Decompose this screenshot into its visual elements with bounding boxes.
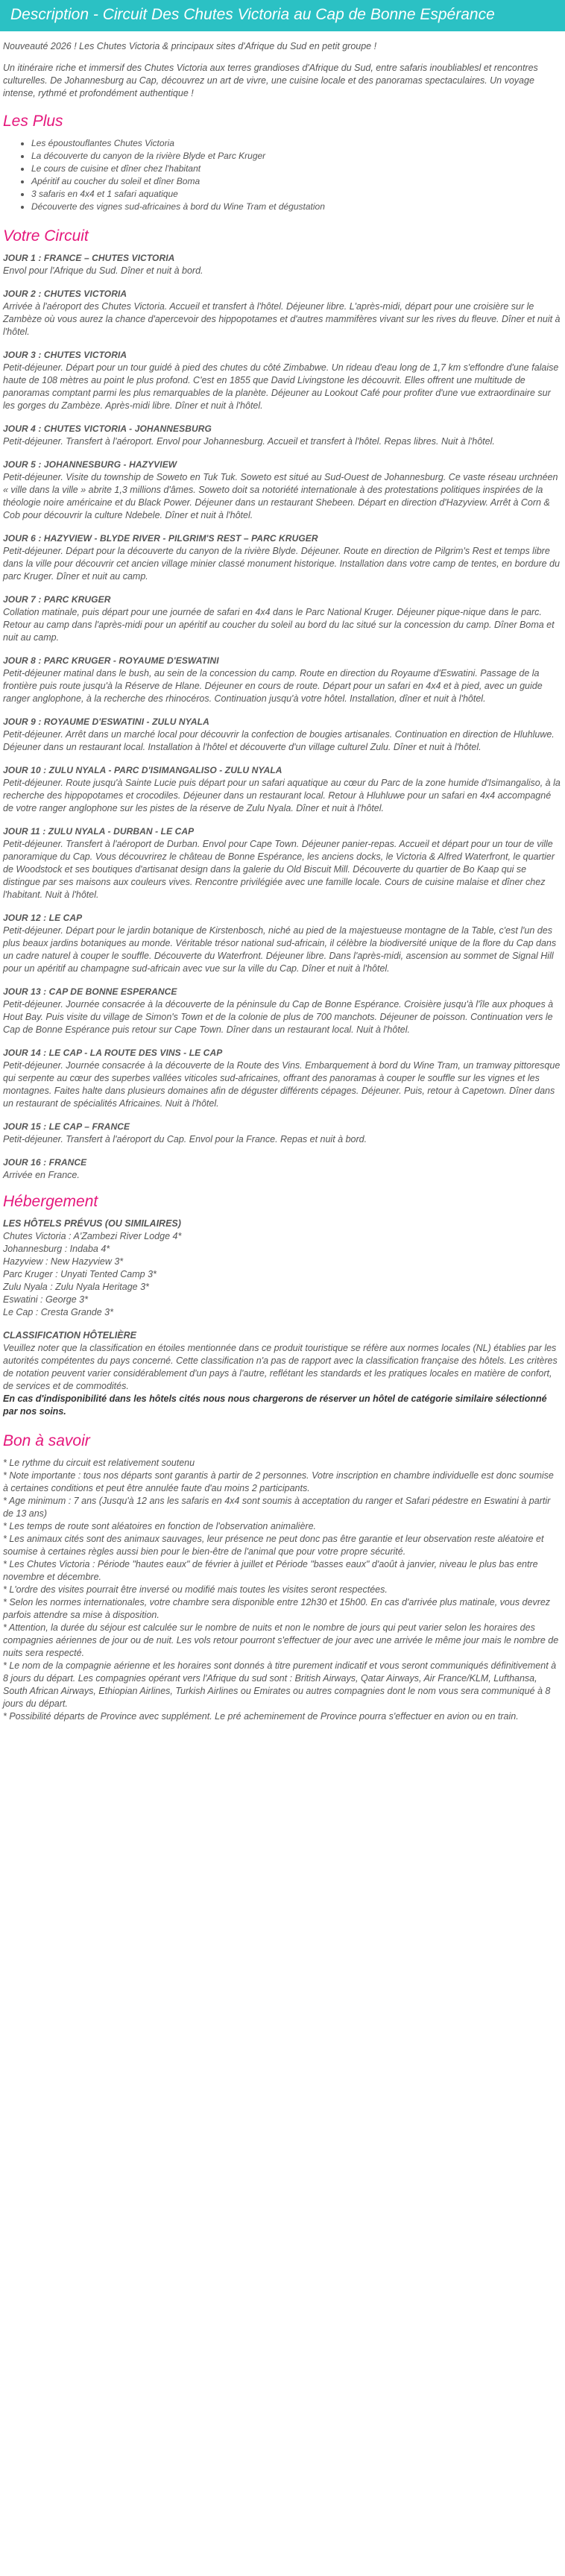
itinerary-day <box>3 1047 561 1110</box>
itinerary-day <box>3 593 561 644</box>
itinerary-day <box>3 655 561 705</box>
note-item: * Selon les normes internationales, votre chambre sera disponible entre 12h30 et 15h00. En cas d'arrivée plus matinale, vous devrez parfois attendre sa mise à disposition. <box>3 1597 551 1620</box>
hotel-list <box>3 1230 561 1319</box>
note-item: * L'ordre des visites pourrait être inversé ou modifié mais toutes les visites seront respectées. <box>3 1584 388 1595</box>
notes-list <box>3 1457 561 1723</box>
day-description: Arrivée en France. <box>3 1170 80 1180</box>
note-item: * Possibilité départs de Province avec supplément. Le pré acheminement de Province pourra s'effectuer en avion ou en train. <box>3 1711 519 1722</box>
page-title: Description - Circuit Des Chutes Victoria au Cap de Bonne Espérance <box>0 0 565 31</box>
classification-note: En cas d'indisponibilité dans les hôtels cités nous nous chargerons de réserver un hôtel de catégorie similaire sélectionné par nos soins. <box>3 1394 547 1417</box>
note-item: * Les Chutes Victoria : Période "hautes eaux" de février à juillet et Période "basses eaux" d'août à janvier, niveau le plus bas entre novembre et décembre. <box>3 1559 538 1582</box>
note-item: * Les animaux cités sont des animaux sauvages, leur présence ne peut donc pas être garantie et leur observation reste aléatoire et soumise à certaines règles aussi bien pour le bien-être de l'animal que pour votre propre sécurité. <box>3 1534 544 1557</box>
plus-item: • Apéritif au coucher du soleil et dîner Boma <box>31 175 561 188</box>
plus-item: • 3 safaris en 4x4 et 1 safari aquatique <box>31 188 561 201</box>
note-item: * Le rythme du circuit est relativement soutenu <box>3 1458 195 1468</box>
day-description: Petit-déjeuner. Visite du township de Soweto en Tuk Tuk. Soweto est situé au Sud-Ouest de Johannesburg. Ce vaste réseau urchnéen « ville dans la ville » abrite 1,3 millions d'âmes. Soweto doit sa notoriété internationale à des protestations politiques inspirées de la théologie noire américaine et du Black Power. Déjeuner dans un restaurant Shebeen. Départ en direction d'Hazyview. Arrêt à Corn & Cob pour découvrir la culture Ndebele. Dîner et nuit à l'hôtel. <box>3 472 558 520</box>
day-title: JOUR 1 : FRANCE – CHUTES VICTORIA <box>3 253 175 263</box>
day-title: JOUR 6 : HAZYVIEW - BLYDE RIVER - PILGRIM'S REST – PARC KRUGER <box>3 533 318 544</box>
day-description: Envol pour l'Afrique du Sud. Dîner et nuit à bord. <box>3 265 203 276</box>
note-item: * Age minimum : 7 ans (Jusqu'à 12 ans les safaris en 4x4 sont soumis à acceptation du ranger et Safari pédestre en Eswatini à partir de 13 ans) <box>3 1496 551 1519</box>
day-title: JOUR 10 : ZULU NYALA - PARC D'ISIMANGALISO - ZULU NYALA <box>3 765 282 775</box>
day-title: JOUR 13 : CAP DE BONNE ESPERANCE <box>3 986 177 997</box>
note-item: * Les temps de route sont aléatoires en fonction de l'observation animalière. <box>3 1521 316 1531</box>
day-title: JOUR 8 : PARC KRUGER - ROYAUME D'ESWATINI <box>3 655 219 666</box>
itinerary-day <box>3 716 561 754</box>
day-description: Arrivée à l'aéroport des Chutes Victoria. Accueil et transfert à l'hôtel. Déjeuner libre. L'après-midi, départ pour une croisière sur le Zambèze où vous aurez la chance d'apercevoir des hippopotames et d'autres mammifères vivant sur les rives du fleuve. Dîner et nuit à l'hôtel. <box>3 301 561 337</box>
day-title: JOUR 11 : ZULU NYALA - DURBAN - LE CAP <box>3 826 195 837</box>
hotel-item: Parc Kruger : Unyati Tented Camp 3* <box>3 1269 157 1279</box>
day-description: Petit-déjeuner. Départ pour le jardin botanique de Kirstenbosch, niché au pied de la majestueuse montagne de la Table, c'est l'un des plus beaux jardins botaniques au monde. Véritable trésor national sud-africain, il célèbre la biodiversité unique de la flore du Cap dans un cadre naturel à couper le souffle. Découverte du Waterfront. Déjeuner libre. Dans l'après-midi, ascension au sommet de Signal Hill pour un apéritif au champagne sud-africain avec vue sur la ville du Cap. Dîner et nuit à l'hôtel. <box>3 925 557 974</box>
itinerary-day <box>3 1156 561 1182</box>
day-description: Petit-déjeuner. Transfert à l'aéroport. Envol pour Johannesburg. Accueil et transfert à l'hôtel. Repas libres. Nuit à l'hôtel. <box>3 436 495 447</box>
day-description: Petit-déjeuner. Journée consacrée à la découverte de la Route des Vins. Embarquement à bord du Wine Tram, un tramway pittoresque qui serpente au cœur des superbes vallées viticoles sud-africaines, offrant des panoramas à couper le souffle sur les vignes et les montagnes. Faites halte dans plusieurs domaines afin de déguster différents cépages. Déjeuner. Puis, retour à Capetown. Dîner dans un restaurant de spécialités Africaines. Nuit à l'hôtel. <box>3 1060 561 1109</box>
plus-list <box>3 137 561 213</box>
plus-item: • Découverte des vignes sud-africaines à bord du Wine Tram et dégustation <box>31 201 561 213</box>
plus-item: • Le cours de cuisine et dîner chez l'habitant <box>31 163 561 175</box>
day-description: Petit-déjeuner matinal dans le bush, au sein de la concession du camp. Route en direction du Royaume d'Eswatini. Passage de la frontière puis route jusqu'à la Réserve de Hlane. Déjeuner en cours de route. Départ pour un safari en 4x4 et à pied, avec un guide ranger anglophone, à la recherche des rhinocéros. Continuation jusqu'à votre hôtel. Installation, dîner et nuit à l'hôtel. <box>3 668 543 704</box>
day-description: Petit-déjeuner. Journée consacrée à la découverte de la péninsule du Cap de Bonne Espérance. Croisière jusqu'à l'île aux phoques à Hout Bay. Puis visite du village de Simon's Town et de la colonie de plus de 700 manchots. Déjeuner de poisson. Continuation vers le Cap de Bonne Espérance puis retour sur Cape Town. Dîner dans un restaurant local. Nuit à l'hôtel. <box>3 999 554 1035</box>
itinerary-day <box>3 825 561 901</box>
hotel-item: Zulu Nyala : Zulu Nyala Heritage 3* <box>3 1282 149 1292</box>
classification-text: Veuillez noter que la classification en étoiles mentionnée dans ce produit touristique se réfère aux normes locales (NL) établies par les autorités compétentes du pays concerné. Cette classification n'a pas de rapport avec la classification française des hôtels. Les critères de notation peuvent varier considérablement d'un pays à l'autre, reflétant les standards et les pratiques locales en matière de confort, de services et de commodités. <box>3 1343 558 1391</box>
main-content <box>0 40 565 1733</box>
hotel-heading: Hébergement <box>3 1193 98 1210</box>
day-description: Petit-déjeuner. Départ pour la découverte du canyon de la rivière Blyde. Déjeuner. Route en direction de Pilgrim's Rest et temps libre dans la ville pour découvrir cet ancien village minier classé monument historique. Installation dans votre camp de tentes, en bordure du parc Kruger. Dîner et nuit au camp. <box>3 546 560 582</box>
day-title: JOUR 5 : JOHANNESBURG - HAZYVIEW <box>3 459 177 470</box>
hotel-item: Eswatini : George 3* <box>3 1294 88 1305</box>
day-title: JOUR 2 : CHUTES VICTORIA <box>3 289 127 299</box>
itinerary-day <box>3 349 561 412</box>
day-title: JOUR 15 : LE CAP – FRANCE <box>3 1121 130 1132</box>
intro-headline: Nouveauté 2026 ! Les Chutes Victoria & principaux sites d'Afrique du Sud en petit groupe ! <box>3 41 377 51</box>
good-to-know-heading: Bon à savoir <box>3 1432 90 1449</box>
hotel-item: Hazyview : New Hazyview 3* <box>3 1256 124 1267</box>
itinerary-days <box>3 252 561 1182</box>
itinerary-day <box>3 252 561 277</box>
day-title: JOUR 14 : LE CAP - LA ROUTE DES VINS - LE CAP <box>3 1048 223 1058</box>
hotel-item: Le Cap : Cresta Grande 3* <box>3 1307 113 1317</box>
day-title: JOUR 16 : FRANCE <box>3 1157 87 1168</box>
day-title: JOUR 7 : PARC KRUGER <box>3 594 111 605</box>
day-description: Collation matinale, puis départ pour une journée de safari en 4x4 dans le Parc National Kruger. Déjeuner pique-nique dans le parc. Retour au camp dans l'après-midi pour un apéritif au coucher du soleil au bord du lac situé sur la concession du camp. Dîner Boma et nuit au camp. <box>3 607 555 643</box>
hotels-title: LES HÔTELS PRÉVUS (OU SIMILAIRES) <box>3 1218 181 1229</box>
day-title: JOUR 4 : CHUTES VICTORIA - JOHANNESBURG <box>3 423 212 434</box>
plus-heading: Les Plus <box>3 113 63 130</box>
classification-title: CLASSIFICATION HÔTELIÈRE <box>3 1330 136 1341</box>
day-description: Petit-déjeuner. Transfert à l'aéroport de Durban. Envol pour Cape Town. Déjeuner panier-repas. Accueil et départ pour un tour de ville panoramique du Cap. Vous découvrirez le château de Bonne Espérance, les anciens docks, le Victoria & Alfred Waterfront, le quartier de Woodstock et ses boutiques d'artisanat design dans la galerie du Old Biscuit Mill. Découverte du quartier de Bo Kaap qui se distingue par ses maisons aux couleurs vives. Rencontre privilégiée avec une famille locale. Cours de cuisine malaise et dîner chez l'habitant. Nuit à l'hôtel. <box>3 839 555 900</box>
note-item: * Note importante : tous nos départs sont garantis à partir de 2 personnes. Votre inscription en chambre individuelle est donc soumise à certaines conditions et peut être annulée faute d'au moins 2 participants. <box>3 1470 554 1493</box>
day-title: JOUR 9 : ROYAUME D'ESWATINI - ZULU NYALA <box>3 717 209 727</box>
note-item: * Attention, la durée du séjour est calculée sur le nombre de nuits et non le nombre de jours qui peut varier selon les horaires des compagnies aériennes de jour ou de nuit. Les vols retour pourront s'effectuer de jour avec une arrivée le même jour mais le nombre de nuits sera respecté. <box>3 1622 559 1658</box>
day-description: Petit-déjeuner. Route jusqu'à Sainte Lucie puis départ pour un safari aquatique au cœur du Parc de la zone humide d'Isimangaliso, à la recherche des hippopotames et crocodiles. Déjeuner dans un restaurant local. Retour à Hluhluwe pour un safari en 4x4 accompagné de votre ranger anglophone sur les pistes de la réserve de Zulu Nyala. Dîner et nuit à l'hôtel. <box>3 778 561 813</box>
circuit-heading: Votre Circuit <box>3 227 89 245</box>
itinerary-day <box>3 912 561 975</box>
itinerary-day <box>3 288 561 338</box>
plus-item: • Les époustouflantes Chutes Victoria <box>31 137 561 150</box>
day-description: Petit-déjeuner. Arrêt dans un marché local pour découvrir la confection de bougies artisanales. Continuation en direction de Hluhluwe. Déjeuner dans un restaurant local. Installation à l'hôtel et découverte d'un village culturel Zulu. Dîner et nuit à l'hôtel. <box>3 729 555 752</box>
hotel-item: Chutes Victoria : A'Zambezi River Lodge 4* <box>3 1231 182 1241</box>
day-description: Petit-déjeuner. Départ pour un tour guidé à pied des chutes du côté Zimbabwe. Un rideau d'eau long de 1,7 km s'effondre d'une falaise haute de 108 mètres au point le plus profond. C'est en 1855 que David Livingstone les découvrit. Elles offrent une multitude de panoramas comptant parmi les plus remarquables de la planète. Déjeuner au Lookout Café pour profiter d'une vue extraordinaire sur les gorges du Zambèze. Après-midi libre. Dîner et nuit à l'hôtel. <box>3 362 559 411</box>
itinerary-day <box>3 532 561 583</box>
day-title: JOUR 3 : CHUTES VICTORIA <box>3 350 127 360</box>
itinerary-day <box>3 986 561 1036</box>
plus-item: • La découverte du canyon de la rivière Blyde et Parc Kruger <box>31 150 561 163</box>
intro-paragraph: Un itinéraire riche et immersif des Chutes Victoria aux terres grandioses d'Afrique du Sud, entre safaris inoubliablesl et rencontres culturelles. De Johannesburg au Cap, découvrez un art de vivre, une cuisine locale et des panoramas spectaculaires. Un voyage intense, rythmé et profondément authentique ! <box>3 63 538 98</box>
itinerary-day <box>3 459 561 522</box>
day-description: Petit-déjeuner. Transfert à l'aéroport du Cap. Envol pour la France. Repas et nuit à bord. <box>3 1134 367 1144</box>
hotel-item: Johannesburg : Indaba 4* <box>3 1244 110 1254</box>
day-title: JOUR 12 : LE CAP <box>3 913 83 923</box>
itinerary-day <box>3 1121 561 1146</box>
note-item: * Le nom de la compagnie aérienne et les horaires sont donnés à titre purement indicatif et vous seront communiqués définitivement à 8 jours du départ. Les compagnies opérant vers l'Afrique du sud sont : British Airways, Qatar Airways, Air France/KLM, Lufthansa, South African Airways, Ethiopian Airlines, Turkish Airlines ou Emirates ou autres compagnies dont le nom vous sera communiqué à 8 jours du départ. <box>3 1660 557 1709</box>
itinerary-day <box>3 423 561 448</box>
itinerary-day <box>3 764 561 815</box>
